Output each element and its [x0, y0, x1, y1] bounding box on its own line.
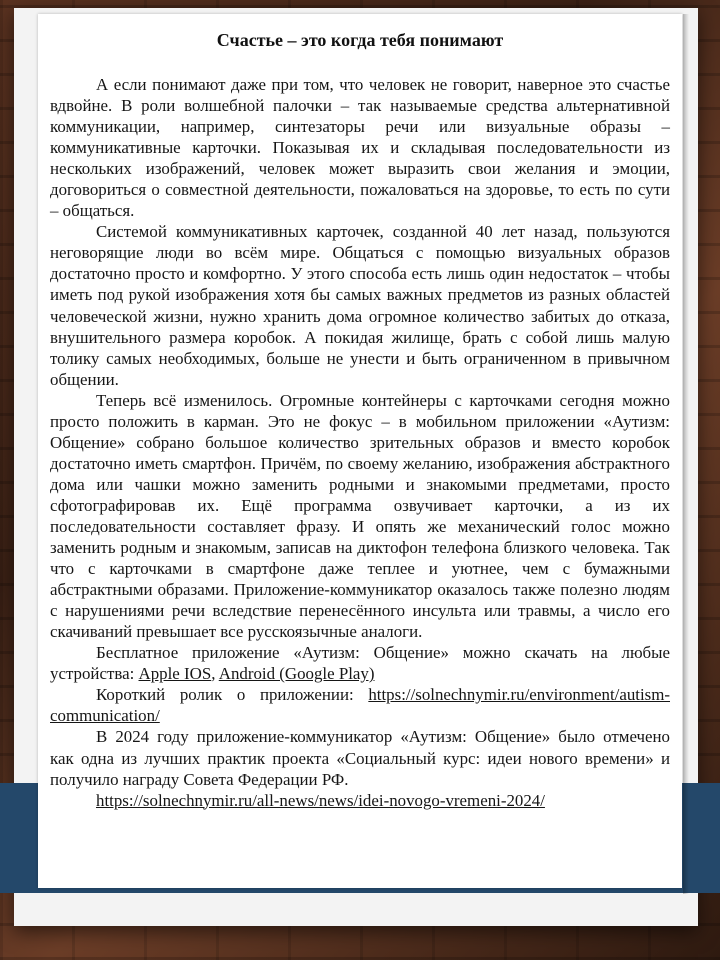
download-text: Бесплатное приложение «Аутизм: Общение» можно скачать на любые устройства: [50, 643, 670, 684]
paragraph-1: А если понимают даже при том, что человек не говорит, наверное это счастье вдвойне. В роли волшебной палочки – так называемые средства альтернативной коммуникации, например, синтезаторы речи или визуальные образы – коммуникативные карточки. Показывая их и складывая последовательности из нескольких изображений, человек может выразить свои желания и эмоции, договориться о совместной деятельности, пожаловаться на здоровье, то есть по сути – общаться. [50, 75, 670, 221]
apple-ios-link[interactable]: Apple IOS [138, 664, 212, 684]
paragraph-5 [50, 684, 670, 726]
paragraph-2: Системой коммуникативных карточек, созданной 40 лет назад, пользуются неговорящие люди во всём мире. Общаться с помощью визуальных образов достаточно просто и комфортно. У этого способа есть лишь один недостаток – чтобы иметь под рукой изображения хотя бы самых важных предметов из разных областей человеческой жизни, нужно хранить дома огромное количество забитых до отказа, внушительного размера коробок. А покидая жилище, брать с собой лишь малую толику самых необходимых, больше не унести и быть ограниченном в привычном общении. [50, 222, 670, 389]
link-separator: , [211, 664, 219, 684]
paragraph-7 [50, 790, 670, 811]
paragraph-4 [50, 642, 670, 684]
paragraph-3: Теперь всё изменилось. Огромные контейнеры с карточками сегодня можно просто положить в карман. Это не фокус – в мобильном приложении «Аутизм: Общение» собрано большое количество зрительных образов и вместо коробок достаточно иметь смартфон. Причём, по своему желанию, изображения абстрактного дома или чашки можно заменить родными и знакомыми предметами, просто сфотографировав их. Ещё программа озвучивает карточки, а из их последовательности составляет фразу. И опять же механический голос можно заменить родным и знакомым, записав на диктофон телефона близкого человека. Так что с карточками в смартфоне даже теплее и уютнее, чем с бумажными абстрактными образами. Приложение-коммуникатор оказалось также полезно людям с нарушениями речи вследствие перенесённого инсульта или травмы, а число его скачиваний превышает все русскоязычные аналоги. [50, 390, 670, 642]
document-body [50, 74, 670, 811]
document-page [38, 14, 682, 888]
news-link[interactable]: https://solnechnymir.ru/all-news/news/idei-novogo-vremeni-2024/ [96, 790, 545, 810]
document-title: Счастье – это когда тебя понимают [216, 30, 504, 50]
paragraph-6: В 2024 году приложение-коммуникатор «Аутизм: Общение» было отмечено как одна из лучших практик проекта «Социальный курс: идеи нового времени» и получило награду Совета Федерации РФ. [50, 727, 670, 789]
android-google-play-link[interactable]: Android (Google Play) [218, 664, 375, 684]
video-text: Короткий ролик о приложении: [96, 685, 369, 705]
video-link[interactable]: https://solnechnymir.ru/environment/autism-communication/ [50, 685, 670, 726]
paper-shadow [683, 14, 689, 894]
